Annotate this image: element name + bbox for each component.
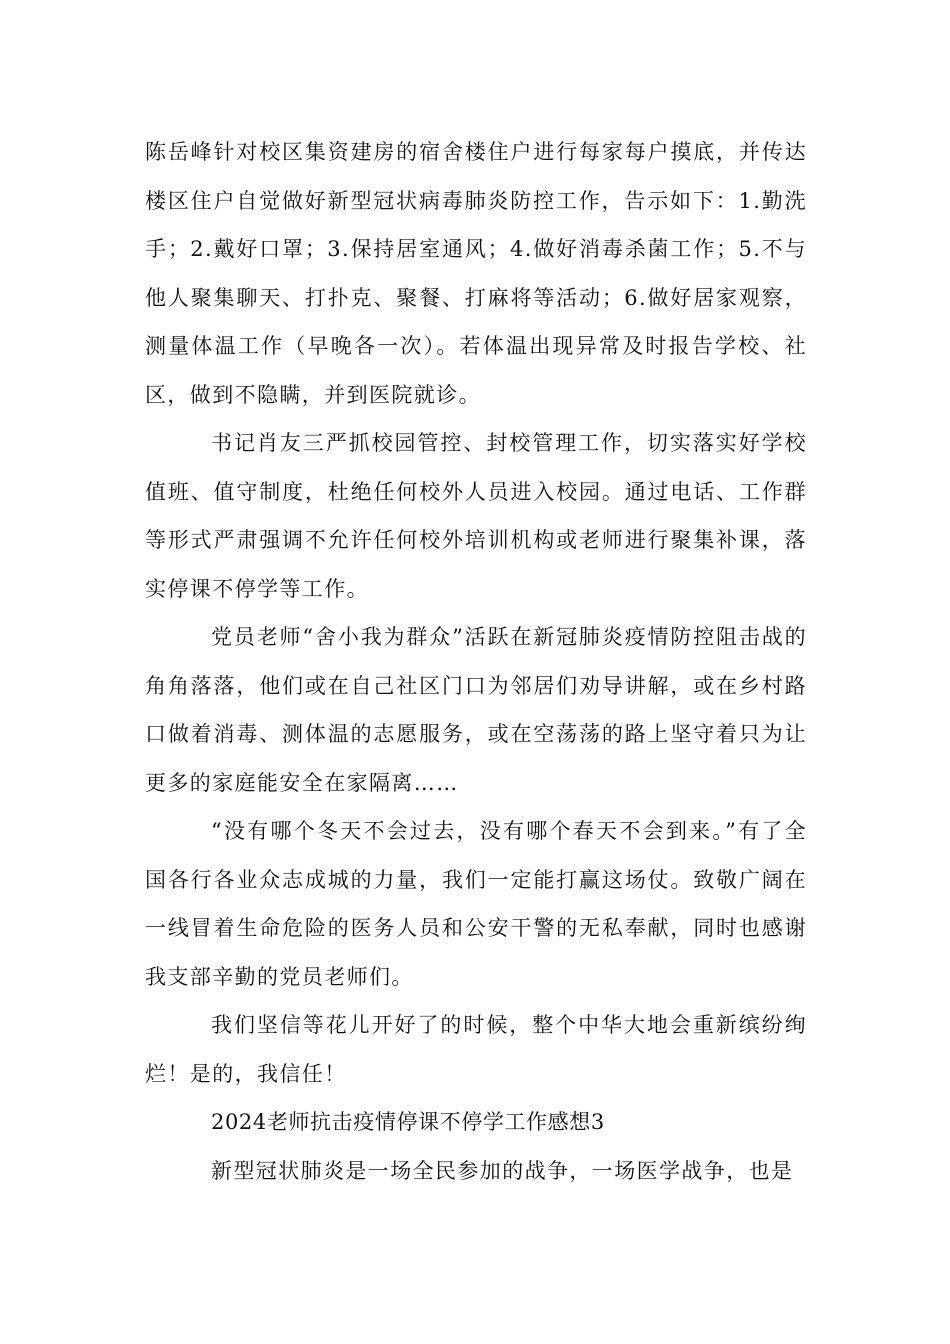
section-heading: 2024老师抗击疫情停课不停学工作感想3 <box>211 1110 605 1134</box>
paragraph-party-teachers: 党员老师“舍小我为群众”活跃在新冠肺炎疫情防控阻击战的角角落落，他们或在自己社区门口为邻居们劝导讲解，或在乡村路口做着消毒、测体温的志愿服务，或在空荡荡的路上坚守着只为让更多的家庭能安全在家隔离…… <box>145 625 807 795</box>
document-body <box>145 128 807 1195</box>
paragraph-campus-control: 书记肖友三严抓校园管控、封校管理工作，切实落实好学校值班、值守制度，杜绝任何校外人员进入校园。通过电话、工作群等形式严肃强调不允许任何校外培训机构或老师进行聚集补课，落实停课不停学等工作。 <box>145 431 807 601</box>
paragraph-belief: 我们坚信等花儿开好了的时候，整个中华大地会重新缤纷绚烂！是的，我信任！ <box>145 1013 807 1086</box>
paragraph-household-survey: 陈岳峰针对校区集资建房的宿舍楼住户进行每家每户摸底，并传达楼区住户自觉做好新型冠状病毒肺炎防控工作，告示如下：1.勤洗手；2.戴好口罩；3.保持居室通风；4.做好消毒杀菌工作；5.不与他人聚集聊天、打扑克、聚餐、打麻将等活动；6.做好居家观察，测量体温工作（早晚各一次）。若体温出现异常及时报告学校、社区，做到不隐瞒，并到医院就诊。 <box>145 140 807 407</box>
paragraph-continued: 新型冠状肺炎是一场全民参加的战争，一场医学战争，也是 <box>211 1158 794 1183</box>
paragraph-tribute: “没有哪个冬天不会过去，没有哪个春天不会到来。”有了全国各行各业众志成城的力量，我们一定能打赢这场仗。致敬广阔在一线冒着生命危险的医务人员和公安干警的无私奉献，同时也感谢我支部辛勤的党员老师们。 <box>145 819 807 989</box>
